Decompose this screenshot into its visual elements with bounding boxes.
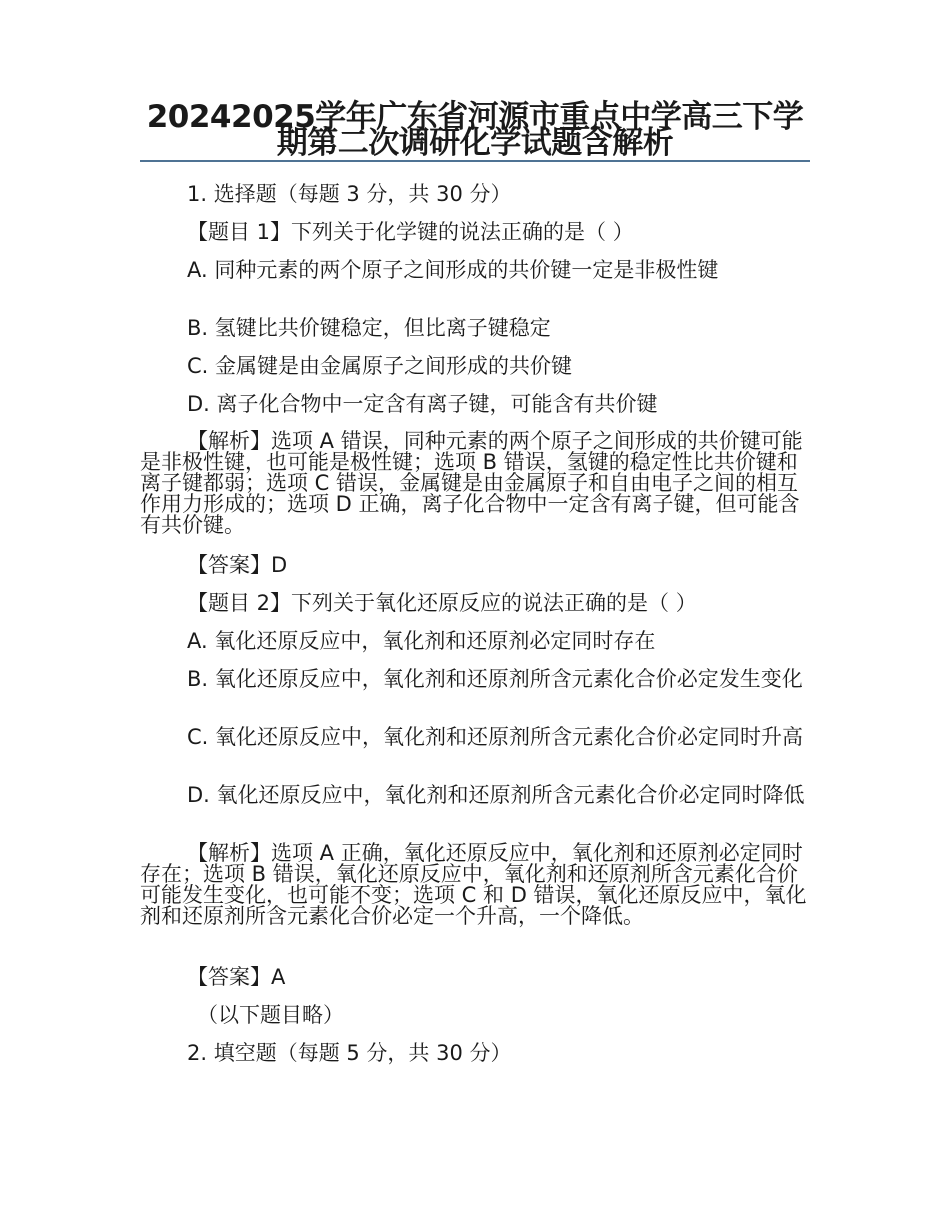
question-2-option-c: C. 氧化还原反应中，氧化剂和还原剂所含元素化合价必定同时升高 — [187, 725, 804, 749]
question-1-option-c: C. 金属键是由金属原子之间形成的共价键 — [187, 354, 573, 378]
question-1-answer: 【答案】D — [187, 553, 288, 577]
question-2-analysis: 【解析】选项 A 正确，氧化还原反应中，氧化剂和还原剂必定同时存在；选项 B 错误，氧化还原反应中，氧化剂和还原剂所含元素化合价可能发生变化，也可能不变；选项 C 和 D 错误，氧化还原反应中，氧化剂和还原剂所含元素化合价必定一个升高，一个降低。 — [140, 841, 807, 928]
section-heading-fill: 2. 填空题（每题 5 分，共 30 分） — [187, 1041, 512, 1065]
omitted-note: （以下题目略） — [197, 1003, 344, 1027]
question-1-stem: 【题目 1】下列关于化学键的说法正确的是（ ） — [187, 220, 634, 244]
question-1-option-a: A. 同种元素的两个原子之间形成的共价键一定是非极性键 — [187, 258, 719, 282]
question-1-option-d: D. 离子化合物中一定含有离子键，可能含有共价键 — [187, 392, 658, 416]
section-heading-choice: 1. 选择题（每题 3 分，共 30 分） — [187, 182, 512, 206]
question-1-analysis: 【解析】选项 A 错误，同种元素的两个原子之间形成的共价键可能是非极性键，也可能是极性键；选项 B 错误，氢键的稳定性比共价键和离子键都弱；选项 C 错误，金属键是由金属原子和自由电子之间的相互作用力形成的；选项 D 正确，离子化合物中一定含有离子键，但可能含有共价键。 — [140, 429, 803, 537]
question-2-option-d: D. 氧化还原反应中，氧化剂和还原剂所含元素化合价必定同时降低 — [187, 783, 805, 807]
question-2-stem: 【题目 2】下列关于氧化还原反应的说法正确的是（ ） — [187, 591, 697, 615]
question-2-option-a: A. 氧化还原反应中，氧化剂和还原剂必定同时存在 — [187, 629, 656, 653]
title-underline — [140, 160, 810, 162]
question-2-option-b: B. 氧化还原反应中，氧化剂和还原剂所含元素化合价必定发生变化 — [187, 667, 803, 691]
document-title: 20242025学年广东省河源市重点中学高三下学期第二次调研化学试题含解析 — [146, 99, 804, 161]
question-1-option-b: B. 氢键比共价键稳定，但比离子键稳定 — [187, 316, 551, 340]
question-2-answer: 【答案】A — [187, 965, 286, 989]
